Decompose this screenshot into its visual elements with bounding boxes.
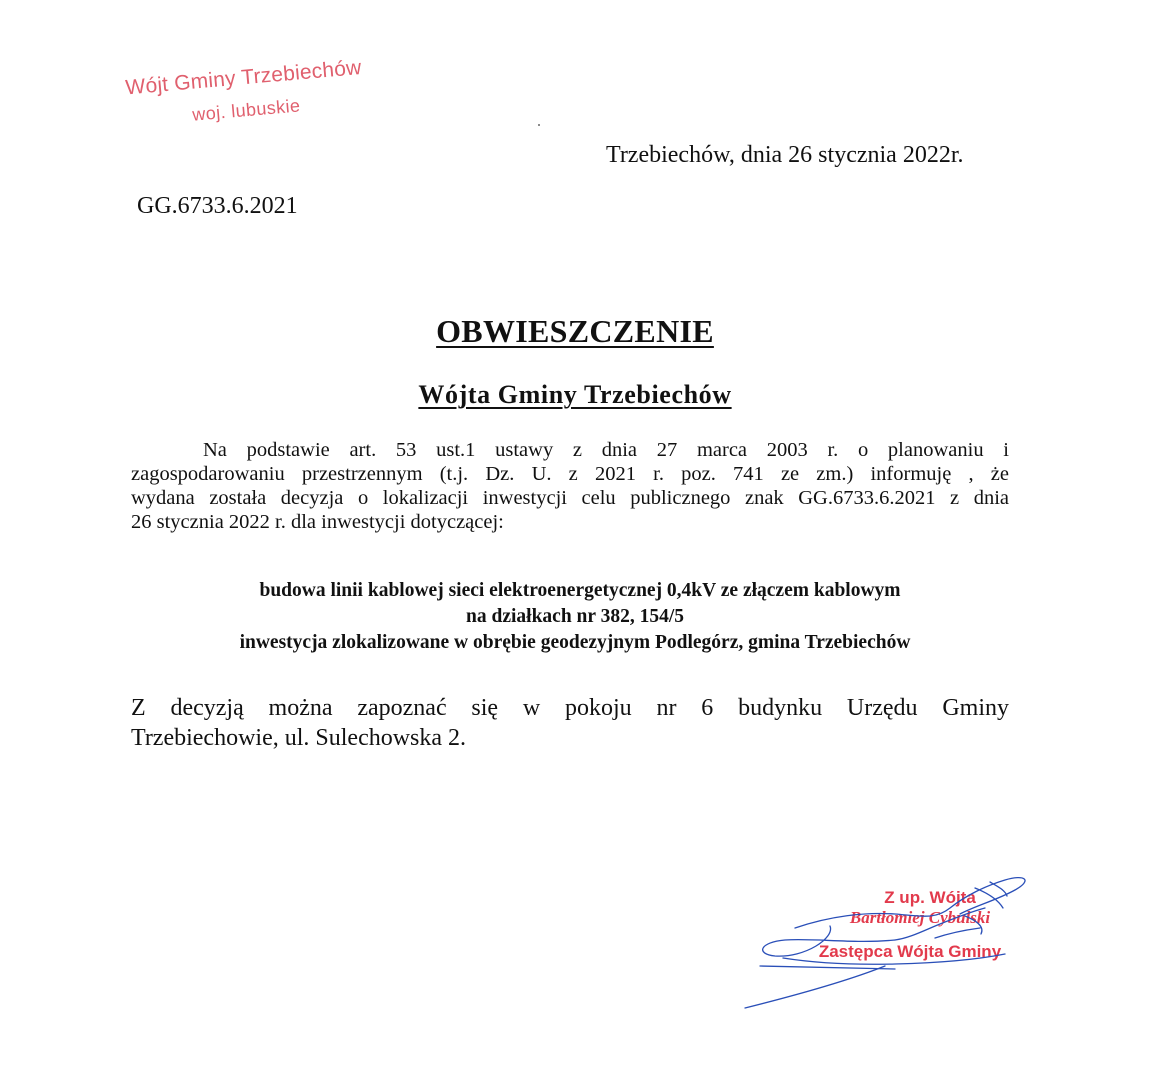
speck-mark xyxy=(538,124,540,126)
body-line: Na podstawie art. 53 ust.1 ustawy z dnia 27 marca 2003 r. o planowaniu i xyxy=(203,439,1009,461)
investment-line: na działkach nr 382, 154/5 xyxy=(466,606,684,627)
office-stamp xyxy=(108,54,382,132)
signature-stamp-line3: Zastępca Wójta Gminy xyxy=(818,942,1002,961)
office-stamp-line1: Wójt Gminy Trzebiechów xyxy=(124,55,363,100)
investment-line: inwestycja zlokalizowane w obrębie geodezyjnym Podlegórz, gmina Trzebiechów xyxy=(239,632,911,653)
date-line: Trzebiechów, dnia 26 stycznia 2022r. xyxy=(606,142,964,168)
reference-number: GG.6733.6.2021 xyxy=(137,193,298,219)
document-title: OBWIESZCZENIE xyxy=(436,313,714,349)
document-subtitle: Wójta Gminy Trzebiechów xyxy=(418,380,732,409)
office-stamp-line2: woj. lubuskie xyxy=(191,95,302,125)
body-line: 26 stycznia 2022 r. dla inwestycji dotyczącej: xyxy=(131,511,504,533)
signature-stamp-line2: Bartłomiej Cybulski xyxy=(849,908,991,927)
closing-paragraph xyxy=(131,693,1009,753)
signature-stamp-line1: Z up. Wójta xyxy=(884,888,976,907)
body-paragraph xyxy=(131,438,1009,534)
closing-line: Z decyzją można zapoznać się w pokoju nr 6 budynku Urzędu Gminy xyxy=(131,695,1009,721)
investment-line: budowa linii kablowej sieci elektroenergetycznej 0,4kV ze złączem kablowym xyxy=(259,580,901,601)
investment-description xyxy=(0,578,1150,656)
body-line: zagospodarowaniu przestrzennym (t.j. Dz. U. z 2021 r. poz. 741 ze zm.) informuję , że xyxy=(131,463,1009,485)
closing-line: Trzebiechowie, ul. Sulechowska 2. xyxy=(131,725,467,751)
handwritten-signature xyxy=(735,868,1045,1018)
body-line: wydana została decyzja o lokalizacji inwestycji celu publicznego znak GG.6733.6.2021 z dnia xyxy=(131,487,1009,509)
